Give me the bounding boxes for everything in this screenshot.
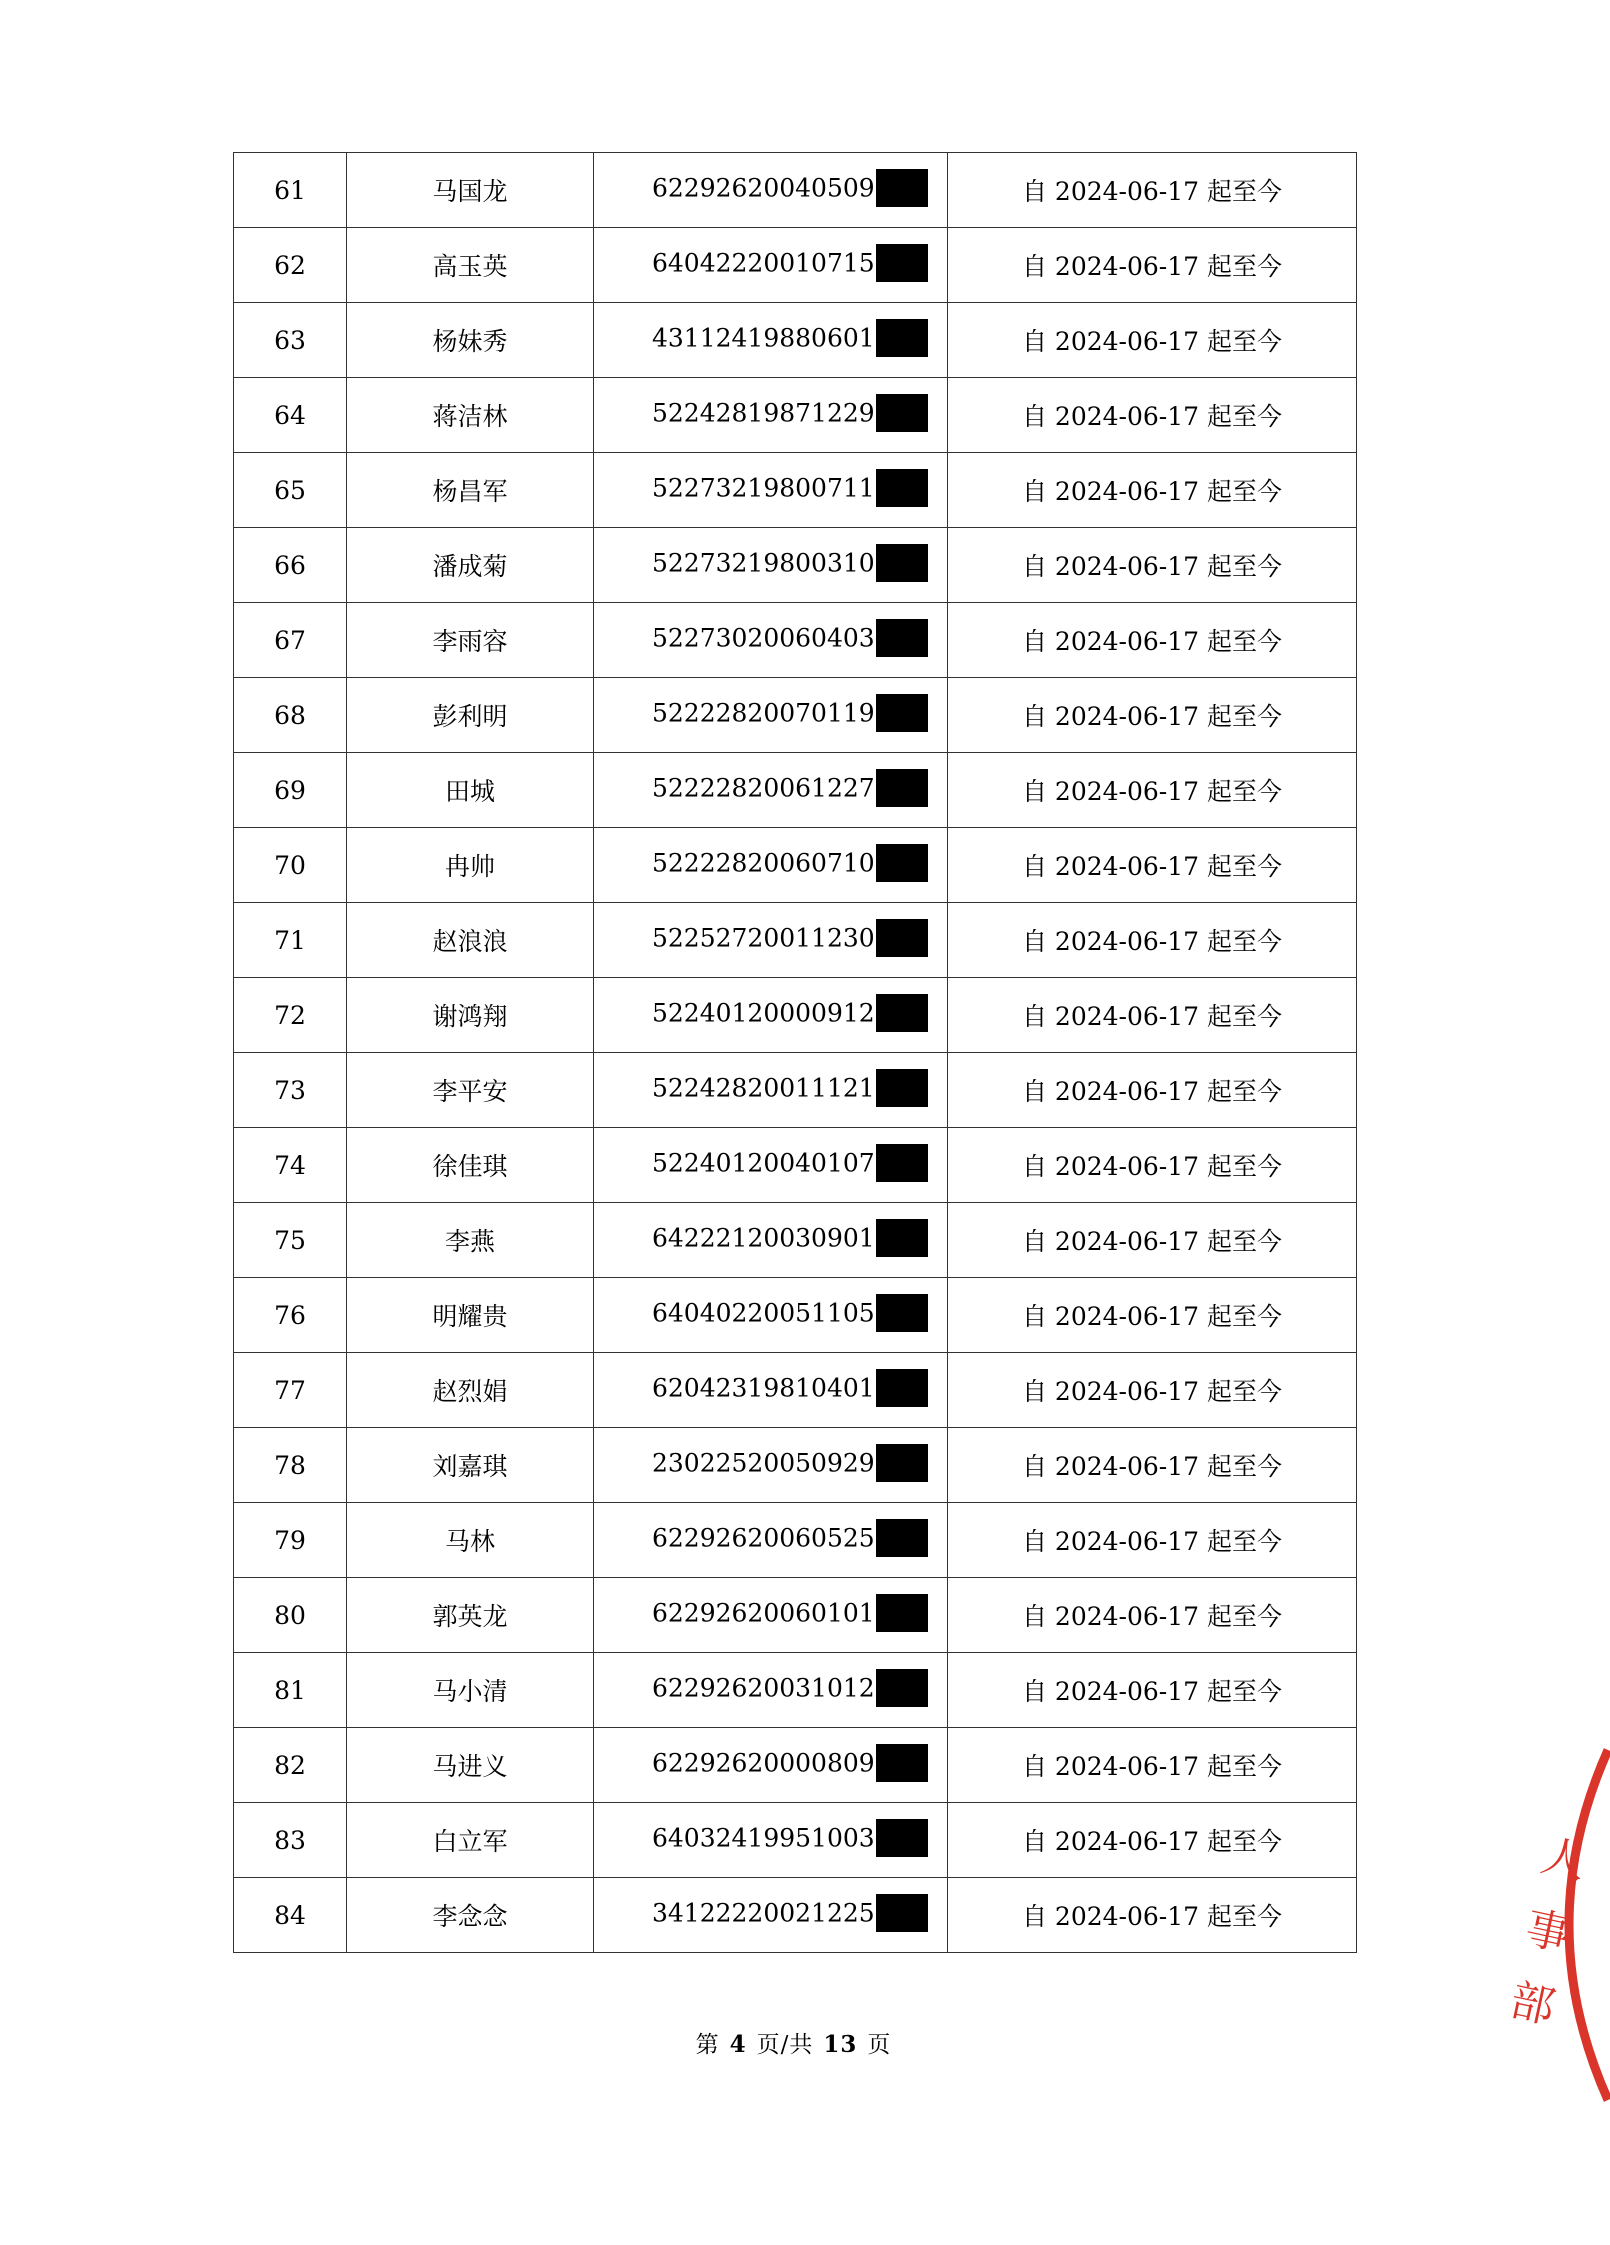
id-number-cell bbox=[594, 1128, 948, 1203]
row-number: 67 bbox=[234, 603, 347, 678]
person-name: 赵浪浪 bbox=[347, 903, 594, 978]
redaction-block bbox=[876, 919, 928, 957]
id-number: 52242819871229 bbox=[652, 398, 875, 428]
period-cell: 自 2024-06-17 起至今 bbox=[948, 1353, 1357, 1428]
id-number-cell bbox=[594, 1503, 948, 1578]
table-row bbox=[234, 678, 1357, 753]
row-number: 81 bbox=[234, 1653, 347, 1728]
person-name: 马林 bbox=[347, 1503, 594, 1578]
row-number: 65 bbox=[234, 453, 347, 528]
redaction-block bbox=[876, 1594, 928, 1632]
id-number-cell bbox=[594, 1278, 948, 1353]
id-number: 62292620060101 bbox=[652, 1598, 875, 1628]
id-number: 52222820060710 bbox=[652, 848, 875, 878]
period-cell: 自 2024-06-17 起至今 bbox=[948, 1128, 1357, 1203]
person-name: 彭利明 bbox=[347, 678, 594, 753]
period-cell: 自 2024-06-17 起至今 bbox=[948, 303, 1357, 378]
redaction-block bbox=[876, 1444, 928, 1482]
id-number-cell bbox=[594, 228, 948, 303]
id-number: 43112419880601 bbox=[652, 323, 875, 353]
redaction-block bbox=[876, 1519, 928, 1557]
period-cell: 自 2024-06-17 起至今 bbox=[948, 378, 1357, 453]
person-name: 马国龙 bbox=[347, 153, 594, 228]
table-row bbox=[234, 603, 1357, 678]
row-number: 70 bbox=[234, 828, 347, 903]
person-name: 马小清 bbox=[347, 1653, 594, 1728]
id-number-cell bbox=[594, 303, 948, 378]
row-number: 71 bbox=[234, 903, 347, 978]
redaction-block bbox=[876, 469, 928, 507]
id-number-cell bbox=[594, 753, 948, 828]
redaction-block bbox=[876, 394, 928, 432]
redaction-block bbox=[876, 1369, 928, 1407]
table-row bbox=[234, 1578, 1357, 1653]
id-number-cell bbox=[594, 1578, 948, 1653]
redaction-block bbox=[876, 619, 928, 657]
row-number: 79 bbox=[234, 1503, 347, 1578]
id-number-cell bbox=[594, 603, 948, 678]
row-number: 73 bbox=[234, 1053, 347, 1128]
id-number-cell bbox=[594, 1428, 948, 1503]
period-cell: 自 2024-06-17 起至今 bbox=[948, 1878, 1357, 1953]
person-name: 冉帅 bbox=[347, 828, 594, 903]
period-cell: 自 2024-06-17 起至今 bbox=[948, 1428, 1357, 1503]
redaction-block bbox=[876, 244, 928, 282]
period-cell: 自 2024-06-17 起至今 bbox=[948, 153, 1357, 228]
person-name: 蒋洁林 bbox=[347, 378, 594, 453]
period-cell: 自 2024-06-17 起至今 bbox=[948, 528, 1357, 603]
row-number: 77 bbox=[234, 1353, 347, 1428]
id-number-cell bbox=[594, 1353, 948, 1428]
redaction-block bbox=[876, 769, 928, 807]
row-number: 61 bbox=[234, 153, 347, 228]
period-cell: 自 2024-06-17 起至今 bbox=[948, 1053, 1357, 1128]
table-row bbox=[234, 1728, 1357, 1803]
roster-table-body bbox=[234, 153, 1357, 1953]
redaction-block bbox=[876, 994, 928, 1032]
period-cell: 自 2024-06-17 起至今 bbox=[948, 978, 1357, 1053]
footer-middle: 页/共 bbox=[756, 2032, 814, 2058]
seal-lettering: 人事部 bbox=[1492, 1829, 1589, 2058]
period-cell: 自 2024-06-17 起至今 bbox=[948, 453, 1357, 528]
id-number-cell bbox=[594, 1203, 948, 1278]
table-row bbox=[234, 378, 1357, 453]
id-number: 62292620031012 bbox=[652, 1673, 875, 1703]
redaction-block bbox=[876, 1219, 928, 1257]
redaction-block bbox=[876, 1894, 928, 1932]
id-number: 64042220010715 bbox=[652, 248, 875, 278]
person-name: 潘成菊 bbox=[347, 528, 594, 603]
row-number: 80 bbox=[234, 1578, 347, 1653]
redaction-block bbox=[876, 694, 928, 732]
person-name: 李雨容 bbox=[347, 603, 594, 678]
redaction-block bbox=[876, 1744, 928, 1782]
id-number: 64040220051105 bbox=[652, 1298, 875, 1328]
person-name: 徐佳琪 bbox=[347, 1128, 594, 1203]
id-number-cell bbox=[594, 1878, 948, 1953]
id-number: 62292620000809 bbox=[652, 1748, 875, 1778]
person-name: 杨昌军 bbox=[347, 453, 594, 528]
id-number-cell bbox=[594, 453, 948, 528]
id-number-cell bbox=[594, 1728, 948, 1803]
person-name: 谢鸿翔 bbox=[347, 978, 594, 1053]
footer-prefix: 第 bbox=[695, 2032, 720, 2058]
person-name: 杨妹秀 bbox=[347, 303, 594, 378]
id-number-cell bbox=[594, 528, 948, 603]
id-number: 52240120040107 bbox=[652, 1148, 875, 1178]
id-number: 52222820070119 bbox=[652, 698, 875, 728]
row-number: 74 bbox=[234, 1128, 347, 1203]
table-row bbox=[234, 303, 1357, 378]
id-number: 52242820011121 bbox=[652, 1073, 875, 1103]
table-row bbox=[234, 1503, 1357, 1578]
row-number: 64 bbox=[234, 378, 347, 453]
person-name: 赵烈娟 bbox=[347, 1353, 594, 1428]
person-name: 李念念 bbox=[347, 1878, 594, 1953]
id-number-cell bbox=[594, 978, 948, 1053]
footer-current-page: 4 bbox=[729, 2031, 747, 2058]
row-number: 69 bbox=[234, 753, 347, 828]
redaction-block bbox=[876, 1144, 928, 1182]
row-number: 62 bbox=[234, 228, 347, 303]
table-row bbox=[234, 1428, 1357, 1503]
period-cell: 自 2024-06-17 起至今 bbox=[948, 678, 1357, 753]
row-number: 72 bbox=[234, 978, 347, 1053]
period-cell: 自 2024-06-17 起至今 bbox=[948, 1653, 1357, 1728]
redaction-block bbox=[876, 319, 928, 357]
id-number: 34122220021225 bbox=[652, 1898, 875, 1928]
person-name: 李燕 bbox=[347, 1203, 594, 1278]
page-footer bbox=[0, 2026, 1587, 2059]
id-number: 64032419951003 bbox=[652, 1823, 875, 1853]
person-name: 马进义 bbox=[347, 1728, 594, 1803]
id-number-cell bbox=[594, 1803, 948, 1878]
footer-total-pages: 13 bbox=[823, 2031, 858, 2058]
id-number-cell bbox=[594, 378, 948, 453]
row-number: 75 bbox=[234, 1203, 347, 1278]
period-cell: 自 2024-06-17 起至今 bbox=[948, 903, 1357, 978]
row-number: 63 bbox=[234, 303, 347, 378]
period-cell: 自 2024-06-17 起至今 bbox=[948, 603, 1357, 678]
redaction-block bbox=[876, 169, 928, 207]
id-number-cell bbox=[594, 1053, 948, 1128]
person-name: 高玉英 bbox=[347, 228, 594, 303]
period-cell: 自 2024-06-17 起至今 bbox=[948, 1203, 1357, 1278]
table-row bbox=[234, 528, 1357, 603]
id-number-cell bbox=[594, 1653, 948, 1728]
id-number: 62292620060525 bbox=[652, 1523, 875, 1553]
id-number: 52222820061227 bbox=[652, 773, 875, 803]
id-number-cell bbox=[594, 153, 948, 228]
period-cell: 自 2024-06-17 起至今 bbox=[948, 1728, 1357, 1803]
redaction-block bbox=[876, 844, 928, 882]
table-row bbox=[234, 1278, 1357, 1353]
table-row bbox=[234, 228, 1357, 303]
period-cell: 自 2024-06-17 起至今 bbox=[948, 1503, 1357, 1578]
id-number: 23022520050929 bbox=[652, 1448, 875, 1478]
redaction-block bbox=[876, 1669, 928, 1707]
person-name: 白立军 bbox=[347, 1803, 594, 1878]
id-number: 52252720011230 bbox=[652, 923, 875, 953]
roster-table bbox=[233, 152, 1357, 1953]
row-number: 78 bbox=[234, 1428, 347, 1503]
seal-ring-arc bbox=[1569, 1750, 1608, 2100]
footer-suffix: 页 bbox=[867, 2032, 892, 2058]
period-cell: 自 2024-06-17 起至今 bbox=[948, 1278, 1357, 1353]
redaction-block bbox=[876, 1069, 928, 1107]
table-row bbox=[234, 1203, 1357, 1278]
table-row bbox=[234, 1878, 1357, 1953]
id-number: 64222120030901 bbox=[652, 1223, 875, 1253]
period-cell: 自 2024-06-17 起至今 bbox=[948, 1578, 1357, 1653]
period-cell: 自 2024-06-17 起至今 bbox=[948, 828, 1357, 903]
person-name: 李平安 bbox=[347, 1053, 594, 1128]
table-row bbox=[234, 978, 1357, 1053]
id-number-cell bbox=[594, 903, 948, 978]
row-number: 83 bbox=[234, 1803, 347, 1878]
table-row bbox=[234, 1053, 1357, 1128]
row-number: 66 bbox=[234, 528, 347, 603]
person-name: 郭英龙 bbox=[347, 1578, 594, 1653]
id-number: 52273219800711 bbox=[652, 473, 875, 503]
person-name: 田城 bbox=[347, 753, 594, 828]
row-number: 76 bbox=[234, 1278, 347, 1353]
table-row bbox=[234, 903, 1357, 978]
redaction-block bbox=[876, 544, 928, 582]
redaction-block bbox=[876, 1819, 928, 1857]
table-row bbox=[234, 753, 1357, 828]
row-number: 68 bbox=[234, 678, 347, 753]
table-row bbox=[234, 1128, 1357, 1203]
id-number-cell bbox=[594, 828, 948, 903]
id-number: 62042319810401 bbox=[652, 1373, 875, 1403]
table-row bbox=[234, 153, 1357, 228]
period-cell: 自 2024-06-17 起至今 bbox=[948, 1803, 1357, 1878]
table-row bbox=[234, 1803, 1357, 1878]
table-row bbox=[234, 453, 1357, 528]
person-name: 刘嘉琪 bbox=[347, 1428, 594, 1503]
table-row bbox=[234, 828, 1357, 903]
id-number: 62292620040509 bbox=[652, 173, 875, 203]
id-number-cell bbox=[594, 678, 948, 753]
id-number: 52240120000912 bbox=[652, 998, 875, 1028]
id-number: 52273020060403 bbox=[652, 623, 875, 653]
redaction-block bbox=[876, 1294, 928, 1332]
table-row bbox=[234, 1353, 1357, 1428]
table-row bbox=[234, 1653, 1357, 1728]
period-cell: 自 2024-06-17 起至今 bbox=[948, 228, 1357, 303]
person-name: 明耀贵 bbox=[347, 1278, 594, 1353]
period-cell: 自 2024-06-17 起至今 bbox=[948, 753, 1357, 828]
row-number: 84 bbox=[234, 1878, 347, 1953]
id-number: 52273219800310 bbox=[652, 548, 875, 578]
red-seal-stamp bbox=[1492, 1745, 1610, 2105]
row-number: 82 bbox=[234, 1728, 347, 1803]
